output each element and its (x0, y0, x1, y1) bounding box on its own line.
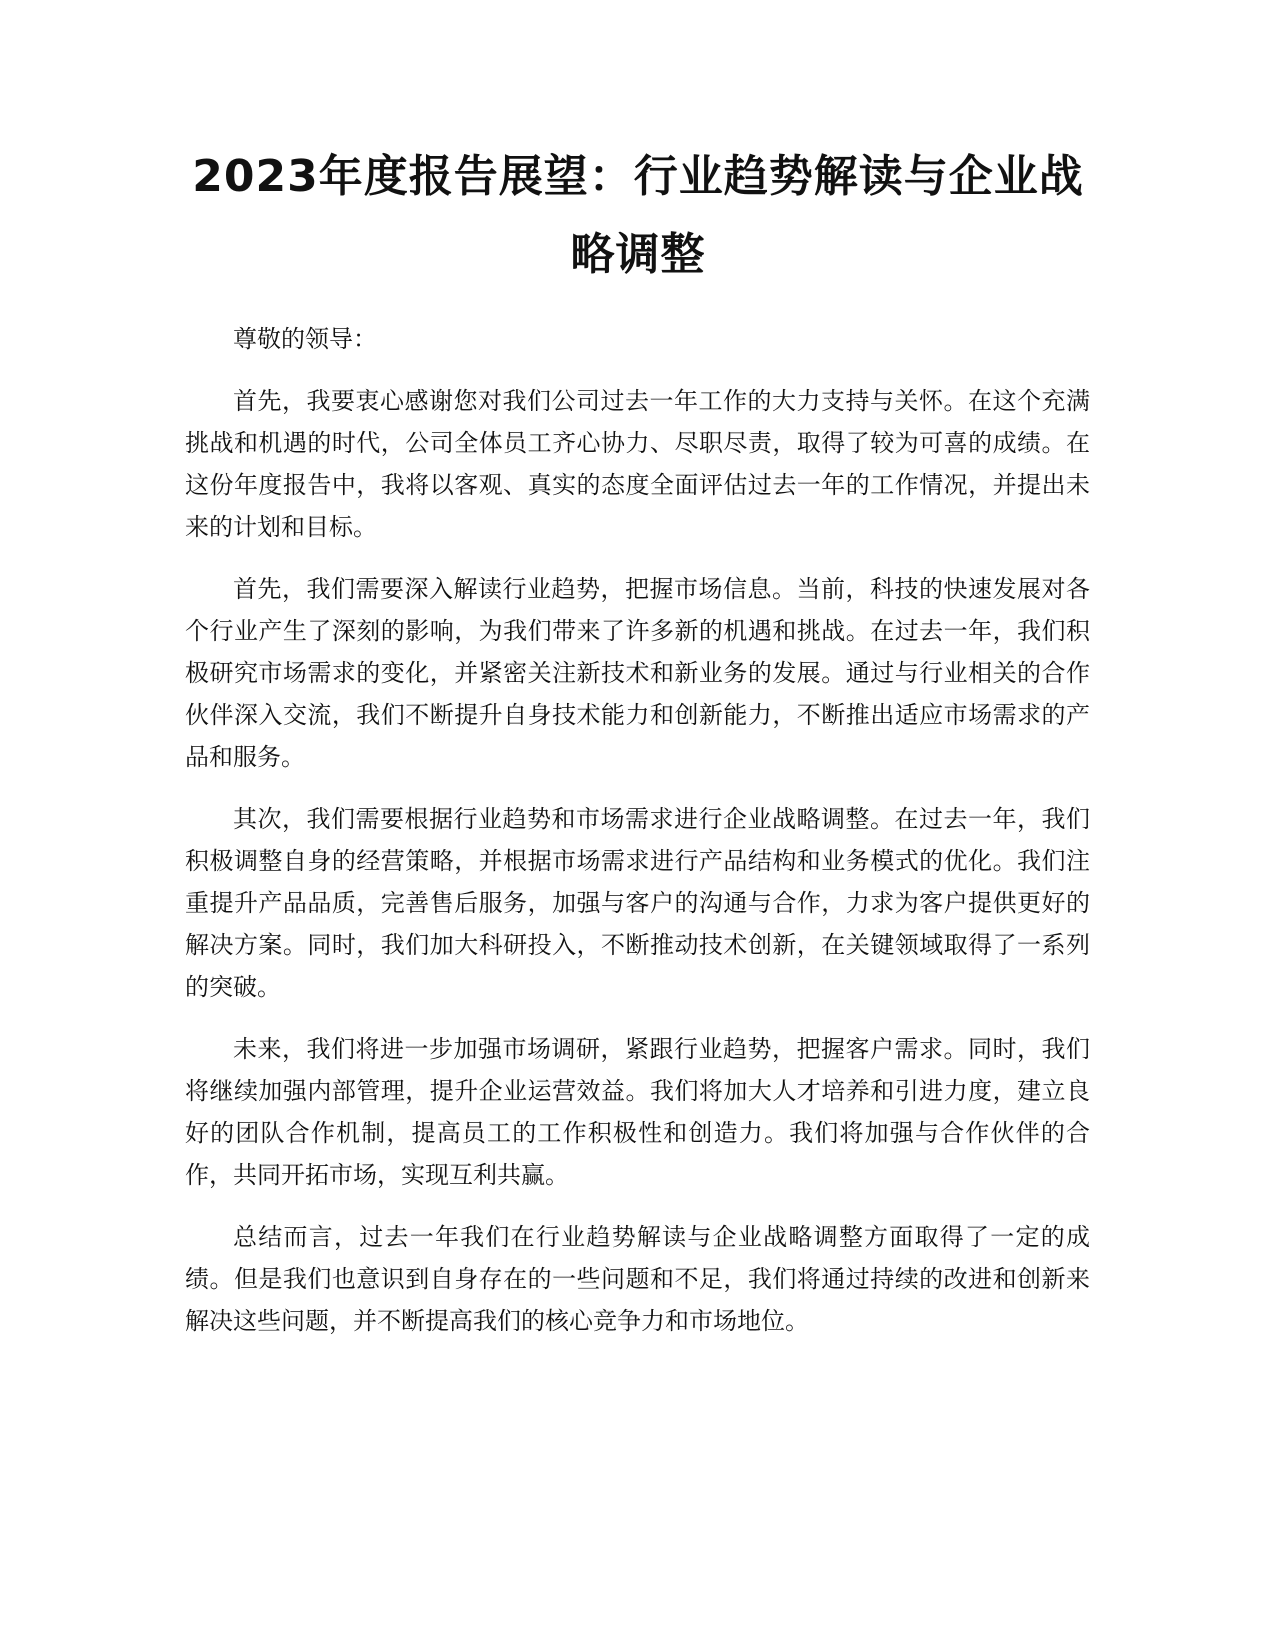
salutation: 尊敬的领导： (233, 325, 377, 353)
paragraph-future-plans: 未来，我们将进一步加强市场调研，紧跟行业趋势，把握客户需求。同时，我们将继续加强内部管理，提升企业运营效益。我们将加大人才培养和引进力度，建立良好的团队合作机制，提高员工的工作积极性和创造力。我们将加强与合作伙伴的合作，共同开拓市场，实现互利共赢。 (185, 1035, 1090, 1189)
document-body (185, 318, 1090, 1362)
paragraph-strategy-adjustment: 其次，我们需要根据行业趋势和市场需求进行企业战略调整。在过去一年，我们积极调整自身的经营策略，并根据市场需求进行产品结构和业务模式的优化。我们注重提升产品品质，完善售后服务，加强与客户的沟通与合作，力求为客户提供更好的解决方案。同时，我们加大科研投入，不断推动技术创新，在关键领域取得了一系列的突破。 (185, 805, 1090, 1001)
document-title: 2023年度报告展望：行业趋势解读与企业战略调整 (192, 151, 1084, 280)
paragraph-summary: 总结而言，过去一年我们在行业趋势解读与企业战略调整方面取得了一定的成绩。但是我们也意识到自身存在的一些问题和不足，我们将通过持续的改进和创新来解决这些问题，并不断提高我们的核心竞争力和市场地位。 (185, 1223, 1090, 1335)
paragraph-industry-trends: 首先，我们需要深入解读行业趋势，把握市场信息。当前，科技的快速发展对各个行业产生了深刻的影响，为我们带来了许多新的机遇和挑战。在过去一年，我们积极研究市场需求的变化，并紧密关注新技术和新业务的发展。通过与行业相关的合作伙伴深入交流，我们不断提升自身技术能力和创新能力，不断推出适应市场需求的产品和服务。 (185, 575, 1090, 771)
paragraph-thanks: 首先，我要衷心感谢您对我们公司过去一年工作的大力支持与关怀。在这个充满挑战和机遇的时代，公司全体员工齐心协力、尽职尽责，取得了较为可喜的成绩。在这份年度报告中，我将以客观、真实的态度全面评估过去一年的工作情况，并提出未来的计划和目标。 (185, 387, 1090, 541)
